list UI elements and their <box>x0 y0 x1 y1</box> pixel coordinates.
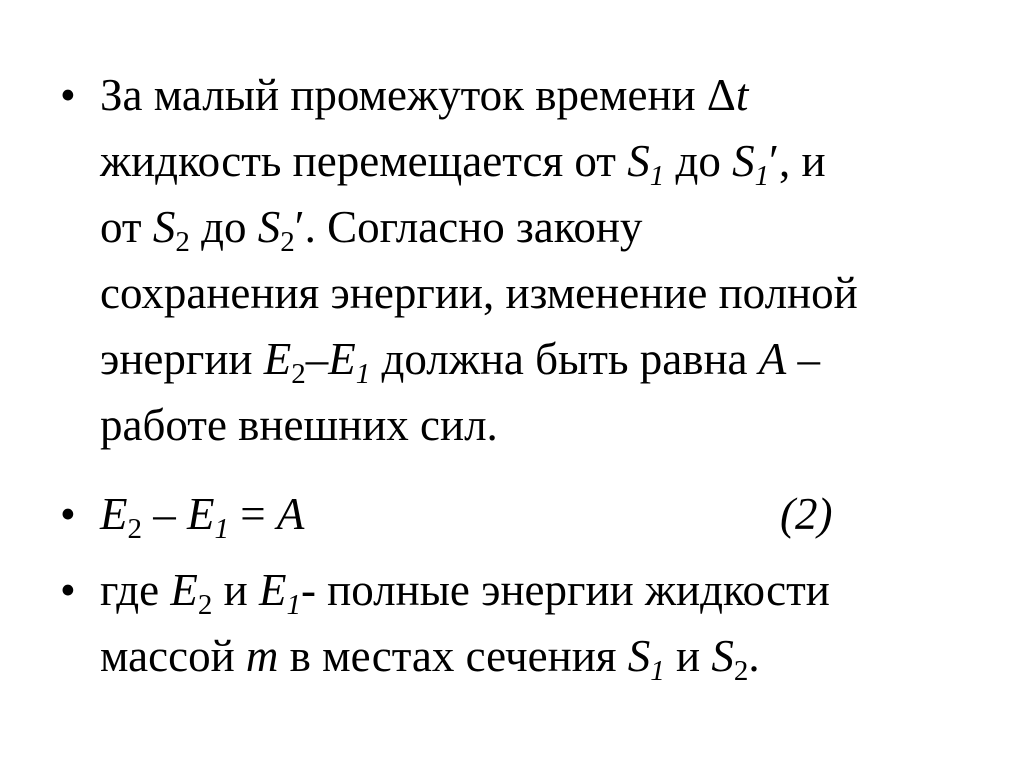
text-line: где $E_2$ и $E_1-$ полные энергии жидкости <box>100 565 830 621</box>
bullet-icon: • <box>60 565 76 615</box>
bullet-item-equation <box>60 481 980 547</box>
text-line: энергии $E_2-E_1$ должна быть равна A – <box>100 334 820 390</box>
bullet-item-definition <box>60 557 980 689</box>
text-line: от $S_2$ до $S_2'$. Согласно закону <box>100 202 643 258</box>
bullet-icon: • <box>60 489 76 539</box>
text-line: работе внешних сил. <box>100 400 498 450</box>
equation: $E_2 - E_1 = A$ <box>100 489 305 545</box>
text-line: массой m в местах сечения $S_1$ и $S_2$. <box>100 631 760 687</box>
bullet-icon: • <box>60 70 76 120</box>
text-line: сохранения энергии, изменение полной <box>100 268 858 318</box>
bullet-item-description <box>60 62 980 458</box>
text-line: жидкость перемещается от $S_1$ до $S_1'$, и <box>100 136 826 192</box>
text-line: За малый промежуток времени Δt <box>100 70 749 120</box>
equation-number: (2) <box>780 489 833 539</box>
